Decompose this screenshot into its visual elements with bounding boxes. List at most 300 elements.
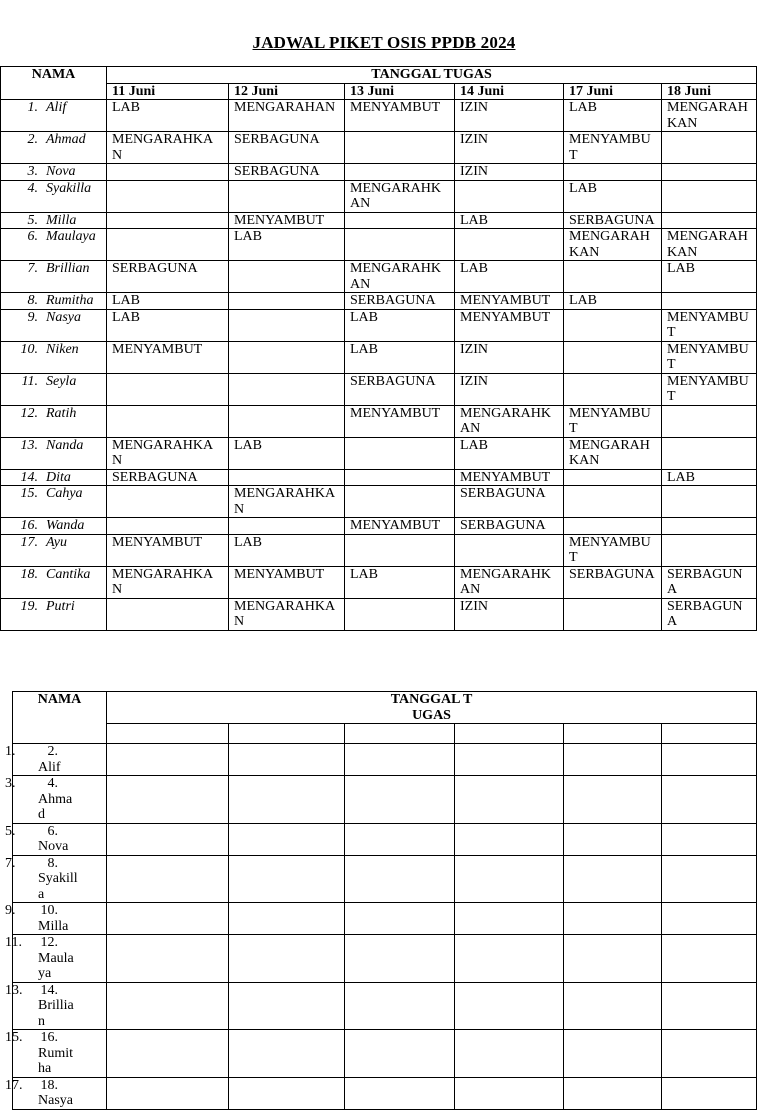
date-group-header: TANGGAL TUGAS <box>107 67 757 84</box>
duty-cell: MENGARAHKAN <box>107 437 229 469</box>
table-row <box>1 100 757 132</box>
row-number: 3. <box>27 164 38 179</box>
student-name-cell <box>5 823 107 855</box>
student-name-cell <box>5 982 107 1030</box>
table-row <box>13 855 757 903</box>
duty-cell: SERBAGUNA <box>229 164 345 181</box>
student-name-cell <box>1 100 107 132</box>
duty-cell: SERBAGUNA <box>662 566 757 598</box>
student-name: Nova <box>46 164 76 179</box>
date-header-cell <box>564 724 662 744</box>
row-number: 4. <box>47 776 58 791</box>
duty-cell: SERBAGUNA <box>345 373 455 405</box>
empty-duty-cell <box>229 982 345 1030</box>
duty-cell: SERBAGUNA <box>564 212 662 229</box>
duty-cell <box>662 437 757 469</box>
duty-cell <box>229 341 345 373</box>
student-name: Alif <box>38 759 61 775</box>
row-number: 12. <box>40 935 58 950</box>
duty-cell: IZIN <box>455 100 564 132</box>
row-number: 18. <box>40 1077 58 1093</box>
empty-duty-cell <box>662 1030 757 1078</box>
duty-cell <box>107 180 229 212</box>
duty-cell <box>662 534 757 566</box>
row-number: 1. <box>27 100 38 115</box>
duty-cell <box>455 229 564 261</box>
table-row <box>1 229 757 261</box>
duty-cell: LAB <box>107 100 229 132</box>
empty-duty-cell <box>107 903 229 935</box>
student-name-cell <box>1 566 107 598</box>
duty-cell <box>229 373 345 405</box>
duty-cell: LAB <box>564 180 662 212</box>
table-row <box>1 212 757 229</box>
duty-cell <box>564 261 662 293</box>
table-row <box>1 309 757 341</box>
empty-duty-cell <box>564 776 662 824</box>
table-row <box>13 823 757 855</box>
student-name-cell <box>1 469 107 486</box>
duty-cell: LAB <box>107 293 229 310</box>
empty-duty-cell <box>455 776 564 824</box>
duty-cell <box>229 469 345 486</box>
empty-duty-cell <box>662 982 757 1030</box>
empty-duty-cell <box>229 1030 345 1078</box>
outer-list-number: 7. <box>5 855 16 871</box>
duty-cell: SERBAGUNA <box>455 518 564 535</box>
student-name: Maulaya <box>46 229 96 244</box>
empty-duty-cell <box>455 982 564 1030</box>
outer-list-number: 11. <box>5 935 22 950</box>
student-name-cell <box>1 405 107 437</box>
student-name: Syakilla <box>46 180 92 196</box>
duty-cell <box>564 341 662 373</box>
date-header-cell <box>662 724 757 744</box>
student-name: Alif <box>46 100 67 115</box>
duty-cell: SERBAGUNA <box>107 261 229 293</box>
duty-cell: MENGARAHKAN <box>107 566 229 598</box>
duty-cell <box>662 518 757 535</box>
row-number: 2. <box>47 744 58 759</box>
student-name-cell <box>1 373 107 405</box>
duty-cell <box>564 518 662 535</box>
student-name-cell <box>1 293 107 310</box>
duty-cell: LAB <box>662 469 757 486</box>
duty-cell: MENYAMBUT <box>662 309 757 341</box>
student-name: Milla <box>46 212 77 228</box>
duty-cell: MENYAMBUT <box>564 534 662 566</box>
date-header-cell <box>455 724 564 744</box>
duty-cell <box>345 598 455 630</box>
duty-cell <box>564 373 662 405</box>
empty-duty-cell <box>345 1030 455 1078</box>
outer-list-number: 1. <box>5 744 16 759</box>
student-name: Nanda <box>46 437 84 453</box>
duty-cell <box>345 229 455 261</box>
row-number: 12. <box>20 405 38 421</box>
duty-cell: LAB <box>564 293 662 310</box>
duty-cell <box>662 212 757 229</box>
table-row <box>1 486 757 518</box>
duty-cell: SERBAGUNA <box>455 486 564 518</box>
empty-duty-cell <box>564 903 662 935</box>
duty-cell <box>229 518 345 535</box>
duty-cell: LAB <box>229 534 345 566</box>
student-name: Brillian <box>38 998 74 1029</box>
duty-cell <box>662 486 757 518</box>
empty-duty-cell <box>345 823 455 855</box>
date-group-header: TANGGAL TUGAS <box>107 692 757 724</box>
empty-duty-cell <box>345 776 455 824</box>
table-row <box>1 437 757 469</box>
table-row <box>13 903 757 935</box>
duty-cell: MENGARAHKAN <box>345 180 455 212</box>
duty-cell <box>345 469 455 486</box>
empty-duty-cell <box>455 855 564 903</box>
outer-list-number: 17. <box>5 1077 23 1093</box>
empty-duty-cell <box>345 1077 455 1109</box>
duty-cell: MENYAMBUT <box>345 518 455 535</box>
duty-cell: MENGARAHKAN <box>564 229 662 261</box>
duty-cell: MENYAMBUT <box>564 405 662 437</box>
empty-duty-cell <box>107 1077 229 1109</box>
duty-cell: MENYAMBUT <box>345 100 455 132</box>
duty-cell <box>564 486 662 518</box>
empty-duty-cell <box>455 1030 564 1078</box>
duty-cell: MENGARAHKAN <box>662 100 757 132</box>
duty-cell: LAB <box>107 309 229 341</box>
empty-duty-cell <box>564 855 662 903</box>
outer-list-number: 15. <box>5 1030 23 1045</box>
table-row <box>13 982 757 1030</box>
duty-cell <box>455 534 564 566</box>
duty-cell: MENYAMBUT <box>455 309 564 341</box>
duty-cell <box>455 180 564 212</box>
empty-duty-cell <box>345 982 455 1030</box>
student-name-cell <box>1 341 107 373</box>
duty-cell: MENYAMBUT <box>229 212 345 229</box>
table-row <box>1 180 757 212</box>
table-row <box>1 566 757 598</box>
date-header: 13 Juni <box>345 83 455 100</box>
empty-duty-cell <box>662 935 757 983</box>
duty-cell <box>107 164 229 181</box>
row-number: 15. <box>20 486 38 501</box>
header-row <box>13 692 757 724</box>
duty-cell: IZIN <box>455 373 564 405</box>
duty-cell <box>345 212 455 229</box>
row-number: 10. <box>40 903 58 918</box>
duty-cell: MENYAMBUT <box>107 534 229 566</box>
date-header: 18 Juni <box>662 83 757 100</box>
empty-duty-cell <box>107 1030 229 1078</box>
duty-cell <box>345 164 455 181</box>
empty-duty-cell <box>107 744 229 776</box>
table-row <box>1 293 757 310</box>
outer-list-number: 5. <box>5 823 16 839</box>
student-name: Niken <box>46 341 79 357</box>
student-name: Seyla <box>46 373 77 389</box>
duty-cell: LAB <box>229 437 345 469</box>
outer-list-number: 13. <box>5 982 23 998</box>
duty-cell <box>107 212 229 229</box>
duty-cell <box>662 132 757 164</box>
duty-cell <box>662 180 757 212</box>
blank-schedule-table <box>5 691 757 1110</box>
student-name: Nasya <box>46 309 81 325</box>
duty-cell <box>564 598 662 630</box>
duty-cell <box>107 229 229 261</box>
student-name: Ayu <box>46 534 67 550</box>
student-name: Rumitha <box>46 293 94 308</box>
date-header-row <box>1 83 757 100</box>
duty-cell: SERBAGUNA <box>662 598 757 630</box>
date-header-cell <box>345 724 455 744</box>
empty-duty-cell <box>455 903 564 935</box>
duty-cell: LAB <box>455 212 564 229</box>
empty-duty-cell <box>229 823 345 855</box>
table-row <box>1 261 757 293</box>
student-name-cell <box>1 180 107 212</box>
duty-cell: SERBAGUNA <box>564 566 662 598</box>
student-name-cell <box>5 855 107 903</box>
table-row <box>1 534 757 566</box>
duty-cell <box>229 180 345 212</box>
row-number: 9. <box>27 309 38 325</box>
date-header-cell <box>107 724 229 744</box>
empty-duty-cell <box>345 744 455 776</box>
empty-duty-cell <box>107 935 229 983</box>
row-number: 14. <box>20 469 38 485</box>
duty-cell: MENYAMBUT <box>229 566 345 598</box>
student-name-cell <box>5 776 107 824</box>
empty-duty-cell <box>107 776 229 824</box>
duty-cell: IZIN <box>455 598 564 630</box>
student-name: Nova <box>38 839 69 854</box>
empty-duty-cell <box>662 823 757 855</box>
duty-cell: MENYAMBUT <box>107 341 229 373</box>
student-name: Brillian <box>46 261 90 276</box>
duty-cell: MENYAMBUT <box>455 293 564 310</box>
duty-cell <box>662 405 757 437</box>
outer-list-number: 3. <box>5 776 16 791</box>
empty-duty-cell <box>564 982 662 1030</box>
duty-cell: MENGARAHKAN <box>455 405 564 437</box>
row-number: 13. <box>20 437 38 453</box>
header-row <box>1 67 757 84</box>
date-header-cell <box>229 724 345 744</box>
empty-duty-cell <box>662 1077 757 1109</box>
duty-cell: MENYAMBUT <box>662 373 757 405</box>
student-name-cell <box>5 1077 107 1109</box>
empty-duty-cell <box>455 1077 564 1109</box>
empty-duty-cell <box>662 776 757 824</box>
duty-cell: MENGARAHKAN <box>455 566 564 598</box>
row-number: 8. <box>47 855 58 871</box>
duty-cell: IZIN <box>455 164 564 181</box>
student-name: Putri <box>46 598 75 614</box>
row-number: 18. <box>20 566 38 582</box>
student-name: Ahmad <box>38 791 73 822</box>
row-number: 2. <box>27 132 38 147</box>
duty-cell <box>345 437 455 469</box>
student-name: Rumitha <box>38 1045 74 1076</box>
table-row <box>1 164 757 181</box>
duty-cell: IZIN <box>455 132 564 164</box>
row-number: 6. <box>27 229 38 244</box>
table-row <box>13 935 757 983</box>
document-title: JADWAL PIKET OSIS PPDB 2024 <box>252 33 516 52</box>
empty-duty-cell <box>662 744 757 776</box>
student-name: Nasya <box>38 1093 73 1108</box>
duty-cell: LAB <box>564 100 662 132</box>
duty-cell: MENGARAHKAN <box>564 437 662 469</box>
duty-cell: IZIN <box>455 341 564 373</box>
duty-cell: LAB <box>229 229 345 261</box>
duty-cell: LAB <box>345 309 455 341</box>
duty-cell: MENYAMBUT <box>455 469 564 486</box>
student-name-cell <box>1 534 107 566</box>
student-name-cell <box>1 486 107 518</box>
duty-cell <box>345 486 455 518</box>
student-name: Maulaya <box>38 950 74 981</box>
duty-cell: LAB <box>345 566 455 598</box>
row-number: 11. <box>21 373 38 389</box>
row-number: 16. <box>40 1030 58 1045</box>
table-row <box>13 1077 757 1109</box>
duty-cell: MENGARAHKAN <box>662 229 757 261</box>
duty-cell: MENYAMBUT <box>345 405 455 437</box>
duty-cell <box>345 132 455 164</box>
duty-cell: MENGARAHKAN <box>229 598 345 630</box>
table-row <box>1 469 757 486</box>
duty-cell: LAB <box>662 261 757 293</box>
table-row <box>1 598 757 630</box>
empty-duty-cell <box>455 823 564 855</box>
empty-duty-cell <box>564 1030 662 1078</box>
empty-duty-cell <box>229 855 345 903</box>
duty-cell <box>564 309 662 341</box>
empty-duty-cell <box>564 744 662 776</box>
duty-cell <box>229 261 345 293</box>
duty-cell: SERBAGUNA <box>345 293 455 310</box>
student-name-cell <box>1 261 107 293</box>
duty-cell <box>229 293 345 310</box>
date-header: 11 Juni <box>107 83 229 100</box>
duty-cell: LAB <box>345 341 455 373</box>
row-number: 14. <box>40 982 58 998</box>
row-number: 4. <box>27 180 38 196</box>
empty-duty-cell <box>229 903 345 935</box>
student-name: Syakilla <box>38 871 78 902</box>
student-name-cell <box>5 935 107 983</box>
row-number: 5. <box>27 212 38 228</box>
empty-duty-cell <box>107 823 229 855</box>
row-number: 19. <box>20 598 38 614</box>
student-name: Ahmad <box>46 132 86 147</box>
empty-duty-cell <box>229 1077 345 1109</box>
date-header: 17 Juni <box>564 83 662 100</box>
student-name-cell <box>5 744 107 776</box>
empty-duty-cell <box>345 903 455 935</box>
table-row <box>13 1030 757 1078</box>
table-row <box>1 341 757 373</box>
student-name-cell <box>1 309 107 341</box>
empty-duty-cell <box>107 855 229 903</box>
table-row <box>1 132 757 164</box>
row-number: 17. <box>20 534 38 550</box>
duty-cell <box>662 293 757 310</box>
empty-duty-cell <box>564 1077 662 1109</box>
empty-duty-cell <box>564 935 662 983</box>
empty-duty-cell <box>107 982 229 1030</box>
duty-cell <box>564 164 662 181</box>
student-name: Milla <box>38 918 69 934</box>
duty-cell <box>107 373 229 405</box>
name-header: NAMA <box>1 67 107 100</box>
date-header-row <box>13 724 757 744</box>
date-header: 14 Juni <box>455 83 564 100</box>
student-name-cell <box>1 518 107 535</box>
duty-cell: SERBAGUNA <box>229 132 345 164</box>
student-name: Ratih <box>46 405 77 421</box>
duty-cell: MENGARAHKAN <box>107 132 229 164</box>
empty-duty-cell <box>455 935 564 983</box>
student-name-cell <box>1 437 107 469</box>
table-row <box>1 373 757 405</box>
outer-list-number: 9. <box>5 903 16 918</box>
row-number: 8. <box>27 293 38 308</box>
duty-cell <box>564 469 662 486</box>
student-name-cell <box>5 1030 107 1078</box>
duty-cell <box>229 309 345 341</box>
duty-cell: LAB <box>455 437 564 469</box>
student-name-cell <box>1 229 107 261</box>
duty-cell: MENYAMBUT <box>662 341 757 373</box>
duty-cell <box>107 598 229 630</box>
empty-duty-cell <box>662 903 757 935</box>
date-header: 12 Juni <box>229 83 345 100</box>
table-row <box>13 744 757 776</box>
duty-cell: MENGARAHAN <box>229 100 345 132</box>
duty-cell <box>107 405 229 437</box>
duty-cell: MENGARAHKAN <box>345 261 455 293</box>
student-name-cell <box>1 132 107 164</box>
name-header: NAMA <box>13 692 107 744</box>
table-row <box>1 518 757 535</box>
empty-duty-cell <box>229 776 345 824</box>
duty-cell: LAB <box>455 261 564 293</box>
empty-duty-cell <box>345 935 455 983</box>
row-number: 6. <box>47 823 58 839</box>
student-name: Wanda <box>46 518 85 533</box>
empty-duty-cell <box>229 744 345 776</box>
duty-cell <box>229 405 345 437</box>
row-number: 10. <box>20 341 38 357</box>
student-name: Cahya <box>46 486 83 501</box>
student-name-cell <box>5 903 107 935</box>
duty-cell <box>345 534 455 566</box>
duty-cell: MENGARAHKAN <box>229 486 345 518</box>
duty-cell <box>662 164 757 181</box>
student-name-cell <box>1 212 107 229</box>
duty-cell <box>107 518 229 535</box>
empty-duty-cell <box>564 823 662 855</box>
empty-duty-cell <box>229 935 345 983</box>
table-row <box>1 405 757 437</box>
row-number: 7. <box>27 261 38 276</box>
duty-cell <box>107 486 229 518</box>
